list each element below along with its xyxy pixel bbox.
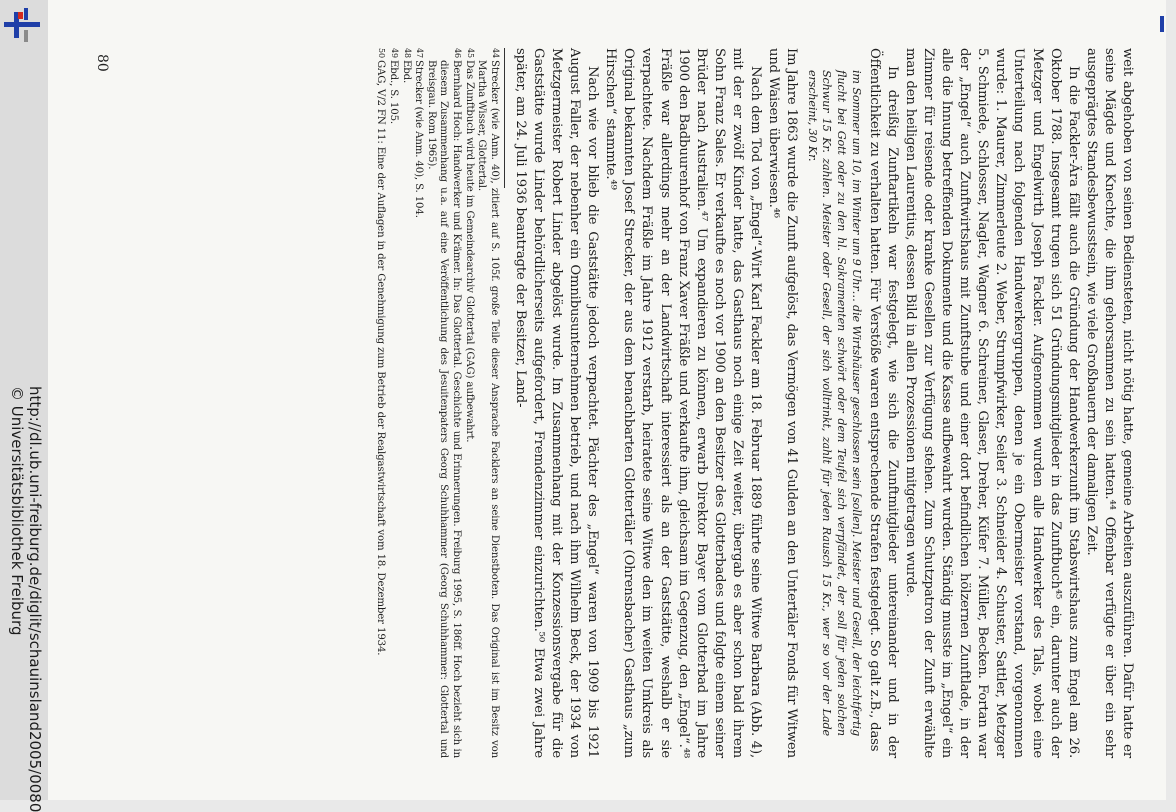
viewer-url-strip <box>0 0 48 812</box>
paragraph: weit abgehoben von seinen Bediensteten, nicht nötig hatte, gemeine Arbeiten auszuführen. Dafür hatte er seine Mägde und Knechte, die ihm gehorsammen zu sein hatten.⁴⁴ Offenbar verfügte er über ein sehr ausgeprägtes Standesbewusstsein, wie viele Großbauern der damaligen Zeit. <box>1083 48 1135 758</box>
block-quote: im Sommer um 10, im Winter um 9 Uhr… die Wirtshäuser geschlossen sein [sollen]. Meister und Gesell, der leichtfertig flucht bei Gott oder zu den hl. Sakramenten schwört oder dem Teufel sich verpfändet, der soll für jeden solchen Schwur 15 Kr. zahlen. Meister oder Gesell, der sich volltrinkt, zahlt für jeden Rausch 15 Kr., wer so vor der Lade erscheint, 30 Kr. <box>805 70 863 736</box>
viewer-sidebar <box>0 0 48 812</box>
paragraph: In die Fackler-Ära fällt auch die Gründung der Handwerkerzunft im Stabswirtshaus zum Engel am 26. Oktober 1788. Insgesamt trugen sich 51 Gründungsmitglieder in das Zunftbuch⁴⁵ ein, darunter auch der Metzger und Engelwirth Joseph Fackler. Aufgenommen wurden alle Handwerker des Tals, wobei eine Unterteilung nach folgenden Handwerkergruppen, denen je ein Obermeister vorstand, vorgenommen wurde: 1. Maurer, Zimmerleute 2. Weber, Strumpfwirker, Seiler 3. Schneider 4. Schuster, Sattler, Metzger 5. Schmiede, Schlosser, Nagler, Wagner 6. Schreiner, Glaser, Dreher, Küfer 7. Müller, Becken. Fortan war der „Engel“ auch Zunftwirtshaus mit Zunftstube und einer dort befindlichen hölzernen Zunftlade, in der alle die Innung betreffenden Dokumente und die Kasse aufbewahrt wurden. Ständig musste im „Engel“ ein Zimmer für reisende oder kranke Gesellen zur Verfügung stehen. Zum Schutzpatron der Zunft erwählte man den heiligen Laurentius, dessen Bild in allen Prozessionen mitgetragen wurde. <box>902 48 1081 758</box>
footnote: 49 Ebd., S. 105. <box>387 48 399 125</box>
rotated-page-content <box>48 0 1166 800</box>
body-text <box>374 48 1136 758</box>
paragraph: Nach wie vor blieb die Gaststätte jedoch verpachtet. Pächter des „Engel“ waren von 1909 bis 1921 August Faller, der nebenher ein Omnibusunternehmen betrieb, und nach ihm Wilhelm Beck, der 1934 von Metzgermeister Robert Linder abgelöst wurde. Im Zusammenhang mit der Konzessionsvergabe für die Gaststätte wurde Linder behördlicherseits aufgefordert, Fremdenzimmer einzurichten.⁵⁰ Etwa zwei Jahre später, am 24. Juli 1936 beantragte der Besitzer, Land- <box>512 48 601 758</box>
footnote: 44 Strecker (wie Anm. 40), zitiert auf S. 105f. große Teile dieser Ansprache Facklers an seine Dienstboten. Das Original ist im Besitz von Martha Wisser, Glottertal. <box>476 48 500 758</box>
footnote: 46 Bernhard Hoch: Handwerker und Krämer. In: Das Glottertal. Geschichte und Erinnerungen. Freiburg 1995, S. 186ff. Hoch bezieht sich in diesem Zusammenhang u.a. auf eine Veröffentlichung des Jesuitenpaters Georg Schuhhammer (Georg Schuhhammer: Glottertal und Breisgau. Rom 1965). <box>425 48 462 758</box>
footnote: 45 Das Zunftbuch wird heute im Gemeindearchiv Glottertal (GAG) aufbewahrt. <box>463 48 475 443</box>
page-number: 80 <box>94 54 110 72</box>
copyright-notice: © Universitätsbibliothek Freiburg <box>8 386 26 636</box>
page-url-link[interactable]: http://dl.ub.uni-freiburg.de/diglit/schauinsland2005/0080 <box>26 386 44 812</box>
footnote: 47 Strecker (wie Anm. 40), S. 104. <box>413 48 425 218</box>
paragraph: Im Jahre 1863 wurde die Zunft aufgelöst, das Vermögen von 41 Gulden an den Untertäler Fonds für Witwen und Waisen überwiesen.⁴⁶ <box>766 48 800 758</box>
footnote-divider <box>504 48 505 188</box>
paragraph: In dreißig Zunftartikeln war festgelegt, wie sich die Zunftmitglieder untereinander und in der Öffentlichkeit zu verhalten hatten. Für Verstöße waren entsprechende Strafen festgelegt. So galt z.B., dass <box>866 48 900 758</box>
footnote: 50 GAG, V/2 FN 11: Eine der Auflagen in der Genehmigung zum Betrieb der Realgastwirtschaft vom 18. Dezember 1934. <box>375 48 387 656</box>
paragraph: Nach dem Tod von „Engel“-Wirt Karl Fackler am 18. Februar 1889 führte seine Witwe Barbara (Abb. 4), mit der er zwölf Kinder hatte, das Gasthaus noch einige Zeit weiter, übergab es aber schon bald ihrem Sohn Franz Sales. Er verkaufte es noch vor 1900 an den Besitzer des Glotterbades und folgte einem seiner Brüder nach Australien.⁴⁷ Um expandieren zu können, erwarb Direktor Bayer vom Glotterbad im Jahre 1900 den Badbuurenhof von Franz Xaver Fräßle und verkaufte ihm, gleichsam im Gegenzug, den „Engel“.⁴⁸ Fräßle war allerdings mehr an der Landwirtschaft interessiert als an der Gaststätte, weshalb er sie verpachtete. Nachdem Fräßle im Jahre 1912 verstarb, heiratete seine Witwe den im weiten Umkreis als Original bekannten Josef Strecker, der aus dem benachbarten Glottertäler (Ohrensbacher) Gasthaus „zum Hirschen“ stammte.⁴⁹ <box>603 48 764 758</box>
scanned-page <box>48 0 1166 800</box>
footnote: 48 Ebd. <box>400 48 412 84</box>
